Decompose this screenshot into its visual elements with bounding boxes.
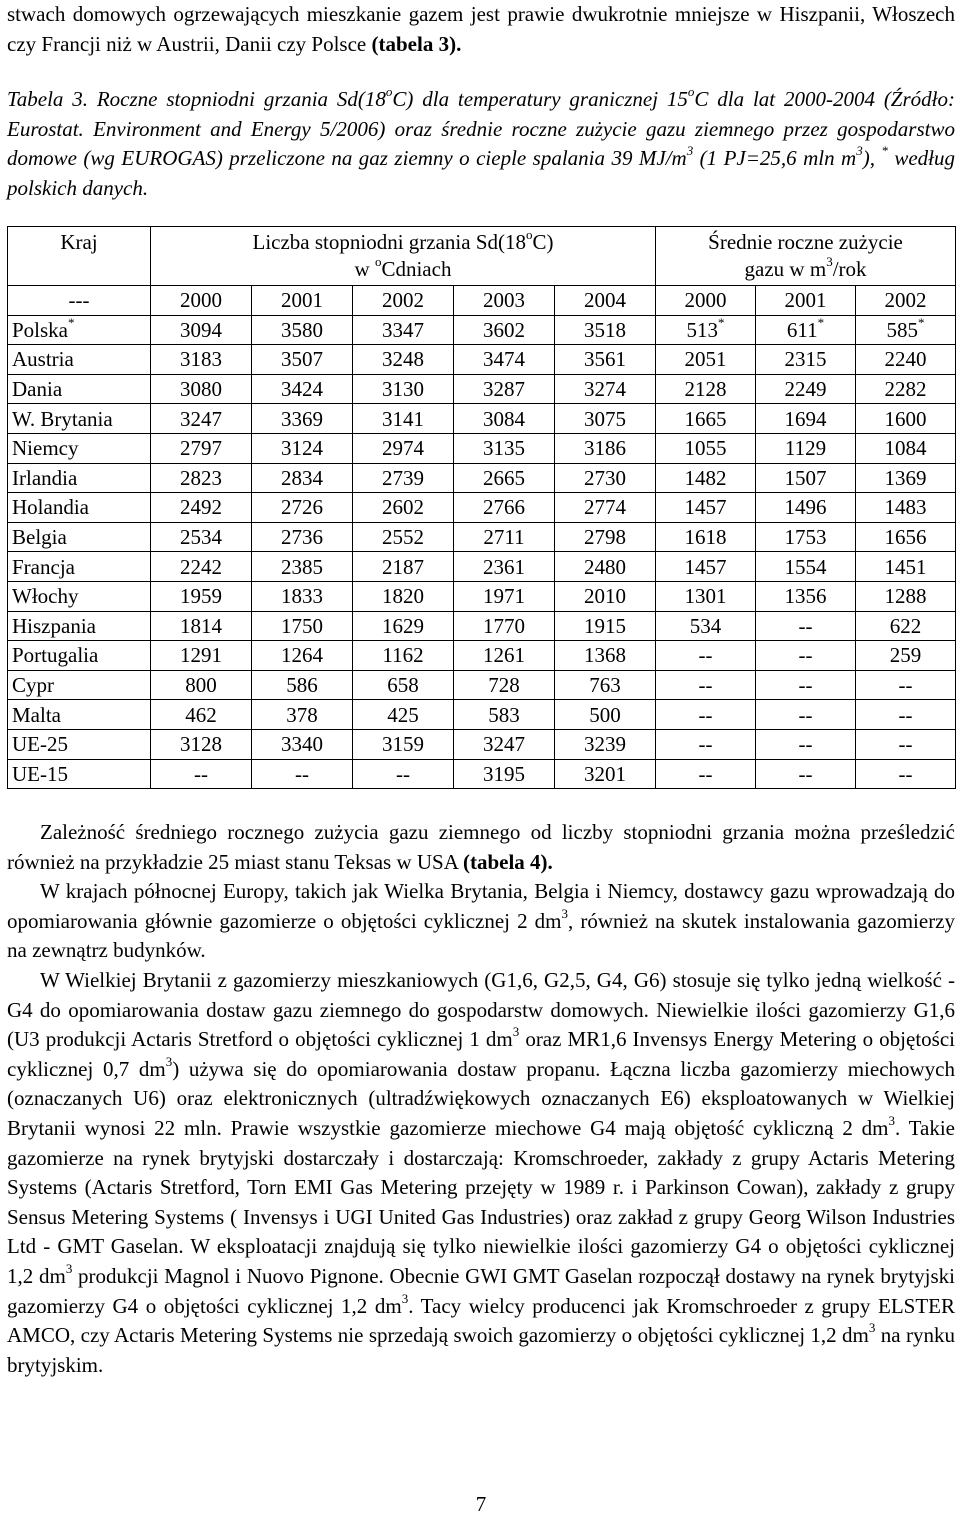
degree-days-cell: 2736: [252, 522, 353, 552]
table-row: [8, 463, 956, 493]
gas-consumption-cell: 1507: [756, 463, 856, 493]
gas-consumption-cell: 1482: [656, 463, 756, 493]
year-cell: 2000: [151, 286, 252, 316]
gas-consumption-cell: 2282: [856, 374, 956, 404]
degree-days-cell: 1162: [353, 641, 454, 671]
table-reference: (tabela 4).: [462, 849, 553, 874]
degree-days-cell: 2010: [555, 581, 656, 611]
degree-days-cell: 1261: [454, 641, 555, 671]
gas-consumption-cell: 1694: [756, 404, 856, 434]
degree-days-cell: 1770: [454, 611, 555, 641]
country-cell: Malta: [8, 700, 151, 730]
gas-consumption-cell: 259: [856, 641, 956, 671]
years-placeholder: ---: [8, 286, 151, 316]
degree-days-cell: 462: [151, 700, 252, 730]
table-row: [8, 552, 956, 582]
degree-days-cell: 3340: [252, 729, 353, 759]
table-row: [8, 315, 956, 345]
degree-days-cell: 3094: [151, 315, 252, 345]
gas-consumption-cell: 622: [856, 611, 956, 641]
country-cell: Cypr: [8, 670, 151, 700]
degree-days-cell: 2552: [353, 522, 454, 552]
degree-days-cell: 3124: [252, 433, 353, 463]
degree-days-cell: 3424: [252, 374, 353, 404]
gas-consumption-cell: 1129: [756, 433, 856, 463]
gas-consumption-cell: 534: [656, 611, 756, 641]
table-reference: (tabela 3).: [371, 31, 462, 56]
degree-days-cell: 3080: [151, 374, 252, 404]
degree-days-cell: 3075: [555, 404, 656, 434]
gas-consumption-cell: 2240: [856, 345, 956, 375]
degree-days-cell: 2385: [252, 552, 353, 582]
degree-days-cell: 3239: [555, 729, 656, 759]
degree-days-cell: 3141: [353, 404, 454, 434]
country-cell: Francja: [8, 552, 151, 582]
degree-days-cell: 3201: [555, 759, 656, 789]
degree-days-cell: 1264: [252, 641, 353, 671]
gas-consumption-cell: --: [756, 611, 856, 641]
degree-days-cell: 3247: [151, 404, 252, 434]
degree-days-cell: 2974: [353, 433, 454, 463]
gas-consumption-cell: 1554: [756, 552, 856, 582]
gas-consumption-cell: 1288: [856, 581, 956, 611]
gas-consumption-cell: 1618: [656, 522, 756, 552]
degree-days-cell: 3195: [454, 759, 555, 789]
paragraph-uk-meters: W Wielkiej Brytanii z gazomierzy mieszkaniowych (G1,6, G2,5, G4, G6) stosuje się tylko jedną wielkość - G4 do opomiarowania dostaw gazu ziemnego do gospodarstw domowych. Niewielkie ilości gazomierzy G1,6 (U3 produkcji Actaris Stretford o objętości cyklicznej 1 $dm^3$ oraz MR1,6 Invensys Energy Metering o objętości cyklicznej 0,7 $dm^3$) używa się do opomiarowania dostaw propanu. Łączna liczba gazomierzy miechowych (oznaczanych U6) oraz elektronicznych (ultradźwiękowych oznaczanych E6) eksploatowanych w Wielkiej Brytanii wynosi 22 mln. Prawie wszystkie gazomierze miechowe G4 mają objętość cykliczną 2 $dm^3$. Takie gazomierze na rynek brytyjski dostarczały i dostarczają: Kromschroeder, zakłady z grupy Actaris Metering Systems (Actaris Stretford, Torn EMI Gas Metering przejęty w 1989 r. i Parkinson Cowan), zakłady z grupy Sensus Metering Systems ( Invensys i UGI United Gas Industries) oraz zakład z grupy Georg Wilson Industries Ltd - GMT Gaselan. W eksploatacji znajdują się tylko niewielkie ilości gazomierzy G4 o objętości cyklicznej 1,2 $dm^3$ produkcji Magnol i Nuovo Pignone. Obecnie GWI GMT Gaselan rozpoczął dostawy na rynek brytyjski gazomierzy G4 o objętości cyklicznej 1,2 $dm^3$. Tacy wielcy producenci jak Kromschroeder z grupy ELSTER AMCO, czy Actaris Metering Systems nie sprzedają swoich gazomierzy o objętości cyklicznej 1,2 $dm^3$ na rynku brytyjskim.: [7, 967, 956, 1377]
degree-days-cell: 1915: [555, 611, 656, 641]
year-cell: 2002: [353, 286, 454, 316]
degree-days-cell: 3507: [252, 345, 353, 375]
degree-days-cell: 800: [151, 670, 252, 700]
gas-consumption-cell: --: [656, 670, 756, 700]
degree-days-cell: 425: [353, 700, 454, 730]
table-row: [8, 581, 956, 611]
degree-days-cell: 2361: [454, 552, 555, 582]
degree-days-cell: 1368: [555, 641, 656, 671]
degree-days-cell: 2480: [555, 552, 656, 582]
country-cell: Polska*: [8, 315, 151, 345]
gas-consumption-cell: --: [856, 700, 956, 730]
degree-days-cell: 3159: [353, 729, 454, 759]
table-row: [8, 493, 956, 523]
table-row: [8, 729, 956, 759]
gas-consumption-cell: --: [856, 729, 956, 759]
document-page: [7, 0, 956, 1516]
table-header-row: [8, 227, 956, 286]
table-years-row: [8, 286, 956, 316]
page-number: 7: [475, 1492, 487, 1516]
table-row: [8, 611, 956, 641]
header-zuzycie: Średnie roczne zużycie gazu w $m^3$/rok: [656, 227, 956, 286]
gas-consumption-cell: --: [756, 670, 856, 700]
gas-consumption-cell: 513*: [656, 315, 756, 345]
degree-days-cell: 1750: [252, 611, 353, 641]
degree-days-cell: 378: [252, 700, 353, 730]
country-cell: Austria: [8, 345, 151, 375]
gas-consumption-cell: 1301: [656, 581, 756, 611]
degree-days-cell: 2798: [555, 522, 656, 552]
year-cell: 2003: [454, 286, 555, 316]
intro-paragraph: stwach domowych ogrzewających mieszkanie gazem jest prawie dwukrotnie mniejsze w Hiszpanii, Włoszech czy Francji niż w Austrii, Danii czy Polsce (tabela 3).: [7, 2, 955, 56]
header-stopniodni: Liczba stopniodni grzania Sd(18$^o$C) w $^o$Cdniach: [151, 227, 656, 286]
degree-days-cell: 2534: [151, 522, 252, 552]
degree-days-cell: --: [151, 759, 252, 789]
degree-days-cell: --: [252, 759, 353, 789]
degree-days-cell: 658: [353, 670, 454, 700]
gas-consumption-cell: 2051: [656, 345, 756, 375]
degree-days-cell: 2242: [151, 552, 252, 582]
country-cell: Hiszpania: [8, 611, 151, 641]
degree-days-cell: 1629: [353, 611, 454, 641]
degree-days-cell: 2774: [555, 493, 656, 523]
degree-days-cell: 3369: [252, 404, 353, 434]
degree-days-cell: 500: [555, 700, 656, 730]
gas-consumption-cell: 1369: [856, 463, 956, 493]
country-cell: Włochy: [8, 581, 151, 611]
degree-days-cell: 1971: [454, 581, 555, 611]
degree-days-cell: 1814: [151, 611, 252, 641]
degree-days-cell: 3183: [151, 345, 252, 375]
table-row: [8, 670, 956, 700]
degree-days-cell: 3130: [353, 374, 454, 404]
country-cell: Belgia: [8, 522, 151, 552]
paragraph-north-europe: W krajach północnej Europy, takich jak Wielka Brytania, Belgia i Niemcy, dostawcy gazu wprowadzają do opomiarowania głównie gazomierze o objętości cyklicznej 2 $dm^3$, również na skutek instalowania gazomierzy na zewnątrz budynków.: [7, 879, 956, 963]
degree-days-cell: 728: [454, 670, 555, 700]
degree-days-cell: 2766: [454, 493, 555, 523]
country-cell: Niemcy: [8, 433, 151, 463]
gas-consumption-cell: --: [756, 729, 856, 759]
degree-days-cell: 3347: [353, 315, 454, 345]
gas-consumption-cell: 1483: [856, 493, 956, 523]
degree-days-cell: 2665: [454, 463, 555, 493]
degree-days-cell: 2797: [151, 433, 252, 463]
gas-consumption-cell: --: [756, 759, 856, 789]
degree-days-cell: 583: [454, 700, 555, 730]
degree-days-cell: 3186: [555, 433, 656, 463]
degree-days-cell: 3084: [454, 404, 555, 434]
degree-days-cell: 3518: [555, 315, 656, 345]
degree-days-cell: 1820: [353, 581, 454, 611]
gas-consumption-cell: --: [756, 700, 856, 730]
degree-days-cell: 2823: [151, 463, 252, 493]
table-caption: Tabela 3. Roczne stopniodni grzania Sd(18$^o$C) dla temperatury granicznej 15$^o$C dla lat 2000-2004 (Źródło: Eurostat. Environment and Energy 5/2006) oraz średnie roczne zużycie gazu ziemnego przez gospodarstwo domowe (wg EUROGAS) przeliczone na gaz ziemny o cieple spalania 39 $MJ/m^3$ (1 PJ=25,6 mln $m^3$), * według polskich danych.: [7, 84, 955, 200]
gas-consumption-cell: 585*: [856, 315, 956, 345]
degree-days-cell: 3474: [454, 345, 555, 375]
degree-days-cell: 3135: [454, 433, 555, 463]
table-row: [8, 345, 956, 375]
degree-days-cell: 1291: [151, 641, 252, 671]
gas-consumption-cell: --: [856, 670, 956, 700]
year-cell: 2004: [555, 286, 656, 316]
table-row: [8, 404, 956, 434]
degree-days-cell: 763: [555, 670, 656, 700]
degree-days-cell: 3602: [454, 315, 555, 345]
degree-days-cell: --: [353, 759, 454, 789]
degree-days-cell: 3247: [454, 729, 555, 759]
paragraph-texas: Zależność średniego rocznego zużycia gazu ziemnego od liczby stopniodni grzania można prześledzić również na przykładzie 25 miast stanu Teksas w USA (tabela 4).: [7, 820, 955, 874]
degree-days-cell: 3580: [252, 315, 353, 345]
gas-consumption-cell: 1084: [856, 433, 956, 463]
degree-days-cell: 1833: [252, 581, 353, 611]
degree-days-cell: 3274: [555, 374, 656, 404]
gas-consumption-cell: 1356: [756, 581, 856, 611]
country-cell: Dania: [8, 374, 151, 404]
gas-consumption-cell: 1753: [756, 522, 856, 552]
gas-consumption-cell: 1457: [656, 552, 756, 582]
degree-days-cell: 3561: [555, 345, 656, 375]
degree-days-cell: 3128: [151, 729, 252, 759]
gas-consumption-cell: 1496: [756, 493, 856, 523]
table-row: [8, 522, 956, 552]
degree-days-cell: 2834: [252, 463, 353, 493]
table-row: [8, 641, 956, 671]
header-kraj: Kraj: [8, 227, 151, 286]
gas-consumption-cell: 2315: [756, 345, 856, 375]
country-cell: UE-25: [8, 729, 151, 759]
country-cell: Irlandia: [8, 463, 151, 493]
table-row: [8, 759, 956, 789]
gas-consumption-cell: 1457: [656, 493, 756, 523]
degree-days-cell: 3287: [454, 374, 555, 404]
degree-days-cell: 2492: [151, 493, 252, 523]
gas-consumption-cell: 1665: [656, 404, 756, 434]
gas-consumption-cell: 1055: [656, 433, 756, 463]
degree-days-cell: 2726: [252, 493, 353, 523]
body-text: [7, 818, 955, 1380]
gas-consumption-cell: --: [756, 641, 856, 671]
gas-consumption-cell: --: [856, 759, 956, 789]
degree-days-cell: 2711: [454, 522, 555, 552]
table-row: [8, 374, 956, 404]
year-cell: 2000: [656, 286, 756, 316]
degree-days-cell: 2602: [353, 493, 454, 523]
degree-days-cell: 2187: [353, 552, 454, 582]
gas-consumption-cell: 1656: [856, 522, 956, 552]
degree-days-cell: 3248: [353, 345, 454, 375]
year-cell: 2002: [856, 286, 956, 316]
gas-consumption-cell: 1451: [856, 552, 956, 582]
degree-days-cell: 2730: [555, 463, 656, 493]
degree-days-cell: 586: [252, 670, 353, 700]
table-row: [8, 700, 956, 730]
gas-consumption-cell: --: [656, 641, 756, 671]
heating-degree-days-table: [7, 226, 956, 789]
gas-consumption-cell: --: [656, 700, 756, 730]
degree-days-cell: 1959: [151, 581, 252, 611]
year-cell: 2001: [756, 286, 856, 316]
gas-consumption-cell: --: [656, 729, 756, 759]
country-cell: Holandia: [8, 493, 151, 523]
table-row: [8, 433, 956, 463]
gas-consumption-cell: 1600: [856, 404, 956, 434]
degree-days-cell: 2739: [353, 463, 454, 493]
gas-consumption-cell: 2249: [756, 374, 856, 404]
gas-consumption-cell: --: [656, 759, 756, 789]
country-cell: W. Brytania: [8, 404, 151, 434]
year-cell: 2001: [252, 286, 353, 316]
country-cell: Portugalia: [8, 641, 151, 671]
country-cell: UE-15: [8, 759, 151, 789]
gas-consumption-cell: 2128: [656, 374, 756, 404]
gas-consumption-cell: 611*: [756, 315, 856, 345]
